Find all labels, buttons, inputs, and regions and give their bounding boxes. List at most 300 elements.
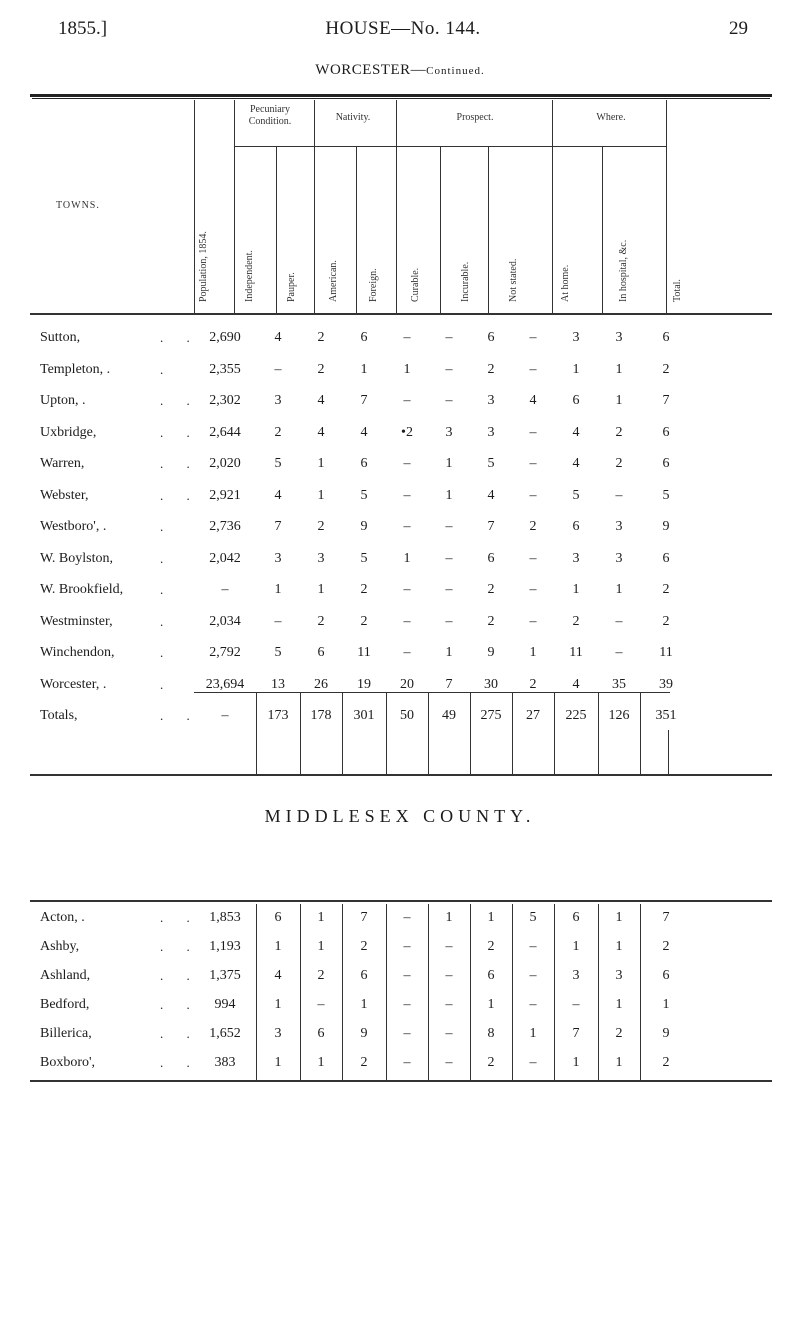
totals-divider <box>554 692 555 774</box>
at-home-cell: 3 <box>572 968 580 983</box>
table-row <box>0 1026 800 1058</box>
foreign-cell: – <box>403 1055 411 1070</box>
total-cell: 351 <box>655 708 677 723</box>
not-stated-cell: 4 <box>529 393 537 408</box>
independent-cell: 7 <box>274 519 282 534</box>
american-cell: 19 <box>357 676 371 692</box>
at-home-cell: 1 <box>572 939 580 954</box>
leader-dots: . . <box>160 393 200 408</box>
middlesex-top-rule <box>30 900 772 902</box>
american-cell: 11 <box>357 645 371 660</box>
leader-dots: . <box>160 361 174 377</box>
not-stated-cell: 2 <box>529 676 537 692</box>
middlesex-divider <box>554 904 555 1080</box>
section-title-continued: Continued. <box>426 65 485 77</box>
town-name: Ashland, <box>40 968 91 983</box>
total-column-header: Total. <box>672 279 683 302</box>
curable-column-header: Curable. <box>410 267 421 302</box>
section-title <box>0 62 800 79</box>
header-divider <box>440 146 441 313</box>
curable-cell: – <box>445 997 453 1012</box>
total-cell: 2 <box>662 361 670 377</box>
header-divider <box>602 146 603 313</box>
at-home-column-header: At home. <box>560 264 571 302</box>
pauper-cell: 2 <box>317 330 325 345</box>
town-name: Westboro', . <box>40 519 107 534</box>
independent-cell: 4 <box>274 487 282 503</box>
foreign-cell: •2 <box>401 424 413 440</box>
totals-divider <box>668 730 669 774</box>
pauper-cell: 1 <box>317 910 325 925</box>
incurable-cell: 2 <box>487 582 495 597</box>
table-row <box>0 582 800 614</box>
at-home-cell: 5 <box>572 487 580 503</box>
not-stated-cell: 2 <box>529 519 537 534</box>
town-name: Uxbridge, <box>40 424 97 440</box>
at-home-cell: 4 <box>572 676 580 692</box>
not-stated-cell: 1 <box>529 1026 537 1041</box>
totals-divider <box>640 692 641 774</box>
curable-cell: 49 <box>442 708 456 723</box>
table-row <box>0 551 800 583</box>
foreign-cell: – <box>403 939 411 954</box>
incurable-cell: 1 <box>487 910 495 925</box>
header-divider <box>356 146 357 313</box>
pauper-cell: 1 <box>317 487 325 503</box>
independent-cell: – <box>274 361 282 377</box>
pauper-cell: 2 <box>317 613 325 629</box>
middlesex-divider <box>342 904 343 1080</box>
foreign-cell: – <box>403 393 411 408</box>
incurable-cell: 7 <box>487 519 495 534</box>
incurable-cell: 9 <box>487 645 495 660</box>
not-stated-cell: – <box>529 582 537 597</box>
independent-cell: 1 <box>274 582 282 597</box>
population-cell: 1,853 <box>209 910 241 925</box>
total-cell: 2 <box>662 1055 670 1070</box>
town-name: W. Boylston, <box>40 550 113 566</box>
independent-cell: 5 <box>274 456 282 471</box>
curable-cell: 7 <box>445 676 453 692</box>
foreign-cell: – <box>403 997 411 1012</box>
curable-cell: – <box>445 582 453 597</box>
total-cell: 6 <box>662 330 670 345</box>
not-stated-column-header: Not stated. <box>508 258 519 302</box>
not-stated-cell: – <box>529 550 537 566</box>
prospect-group-header: Prospect. <box>456 112 494 123</box>
population-cell: 383 <box>214 1055 236 1070</box>
incurable-cell: 6 <box>487 968 495 983</box>
not-stated-cell: 1 <box>529 645 537 660</box>
section-title-main: WORCESTER— <box>315 62 427 78</box>
in-hospital-cell: 126 <box>608 708 630 723</box>
curable-cell: – <box>445 361 453 377</box>
population-cell: 2,644 <box>209 424 241 440</box>
population-cell: 994 <box>214 997 236 1012</box>
worcester-bottom-rule <box>30 774 772 776</box>
total-cell: 11 <box>659 645 673 660</box>
table-row <box>0 393 800 425</box>
population-cell: 2,302 <box>209 393 241 408</box>
curable-cell: 1 <box>445 487 453 503</box>
table-row <box>0 519 800 551</box>
foreign-cell: – <box>403 1026 411 1041</box>
independent-cell: 3 <box>274 1026 282 1041</box>
curable-cell: – <box>445 550 453 566</box>
independent-cell: 4 <box>274 968 282 983</box>
total-cell: 9 <box>662 1026 670 1041</box>
in-hospital-cell: 1 <box>615 361 623 377</box>
middlesex-divider <box>640 904 641 1080</box>
totals-divider <box>598 692 599 774</box>
american-cell: 2 <box>360 582 368 597</box>
leader-dots: . . <box>160 910 200 925</box>
at-home-cell: 2 <box>572 613 580 629</box>
incurable-cell: 4 <box>487 487 495 503</box>
table-top-rule-thin <box>32 98 770 99</box>
leader-dots: . . <box>160 1055 200 1070</box>
not-stated-cell: – <box>529 487 537 503</box>
american-cell: 2 <box>360 1055 368 1070</box>
total-cell: 7 <box>662 393 670 408</box>
town-name: Acton, . <box>40 910 85 925</box>
header-divider <box>552 100 553 313</box>
town-name: Templeton, . <box>40 361 111 377</box>
not-stated-cell: – <box>529 997 537 1012</box>
in-hospital-cell: 3 <box>615 550 623 566</box>
header-divider <box>666 100 667 313</box>
incurable-cell: 8 <box>487 1026 495 1041</box>
curable-cell: – <box>445 1055 453 1070</box>
table-row <box>0 997 800 1029</box>
pauper-cell: 4 <box>317 424 325 440</box>
in-hospital-cell: 3 <box>615 330 623 345</box>
pauper-cell: – <box>317 997 325 1012</box>
incurable-cell: 275 <box>480 708 502 723</box>
foreign-cell: 1 <box>403 361 411 377</box>
american-cell: 1 <box>360 997 368 1012</box>
total-cell: 6 <box>662 968 670 983</box>
incurable-cell: 6 <box>487 330 495 345</box>
american-cell: 7 <box>360 393 368 408</box>
independent-column-header: Independent. <box>244 250 255 302</box>
total-cell: 2 <box>662 939 670 954</box>
population-cell: 2,736 <box>209 519 241 534</box>
town-name: Totals, <box>40 708 78 723</box>
foreign-cell: – <box>403 613 411 629</box>
not-stated-cell: – <box>529 1055 537 1070</box>
foreign-cell: – <box>403 582 411 597</box>
pauper-cell: 26 <box>314 676 328 692</box>
american-cell: 5 <box>360 550 368 566</box>
pauper-cell: 6 <box>317 645 325 660</box>
at-home-cell: 3 <box>572 550 580 566</box>
leader-dots: . <box>160 582 174 597</box>
population-cell: 1,652 <box>209 1026 241 1041</box>
pauper-cell: 2 <box>317 361 325 377</box>
middlesex-divider <box>512 904 513 1080</box>
in-hospital-cell: – <box>615 487 623 503</box>
american-cell: 2 <box>360 939 368 954</box>
in-hospital-cell: 1 <box>615 582 623 597</box>
pauper-cell: 2 <box>317 968 325 983</box>
table-row <box>0 425 800 457</box>
population-cell: 2,690 <box>209 330 241 345</box>
leader-dots: . <box>160 613 174 629</box>
population-cell: 23,694 <box>205 676 245 692</box>
header-divider <box>276 146 277 313</box>
foreign-cell: – <box>403 645 411 660</box>
incurable-cell: 6 <box>487 550 495 566</box>
in-hospital-cell: 3 <box>615 968 623 983</box>
total-cell: 2 <box>662 582 670 597</box>
town-name: Webster, <box>40 487 89 503</box>
not-stated-cell: 27 <box>526 708 540 723</box>
town-name: Boxboro', <box>40 1055 96 1070</box>
incurable-cell: 3 <box>487 393 495 408</box>
foreign-cell: 50 <box>400 708 414 723</box>
population-cell: – <box>221 582 229 597</box>
middlesex-divider <box>300 904 301 1080</box>
middlesex-divider <box>386 904 387 1080</box>
running-header <box>58 18 748 46</box>
in-hospital-cell: 1 <box>615 393 623 408</box>
table-row <box>0 488 800 520</box>
total-cell: 7 <box>662 910 670 925</box>
totals-divider <box>300 692 301 774</box>
not-stated-cell: – <box>529 613 537 629</box>
pauper-cell: 3 <box>317 550 325 566</box>
town-name: Ashby, <box>40 939 80 954</box>
american-cell: 6 <box>360 330 368 345</box>
total-cell: 2 <box>662 613 670 629</box>
table-row <box>0 456 800 488</box>
in-hospital-cell: 3 <box>615 519 623 534</box>
header-divider <box>396 100 397 313</box>
curable-cell: – <box>445 968 453 983</box>
in-hospital-cell: – <box>615 645 623 660</box>
incurable-cell: 2 <box>487 1055 495 1070</box>
incurable-cell: 5 <box>487 456 495 471</box>
total-cell: 6 <box>662 456 670 471</box>
not-stated-cell: – <box>529 330 537 345</box>
header-page-number: 29 <box>729 18 748 39</box>
table-row <box>0 362 800 394</box>
incurable-cell: 2 <box>487 361 495 377</box>
not-stated-cell: 5 <box>529 910 537 925</box>
town-name: Westminster, <box>40 613 113 629</box>
at-home-cell: 7 <box>572 1026 580 1041</box>
american-cell: 4 <box>360 424 368 440</box>
town-name: W. Brookfield, <box>40 582 124 597</box>
total-cell: 1 <box>662 997 670 1012</box>
table-row <box>0 939 800 971</box>
at-home-cell: 1 <box>572 1055 580 1070</box>
curable-cell: – <box>445 393 453 408</box>
in-hospital-cell: 2 <box>615 456 623 471</box>
pecuniary-group-header: Pecuniary Condition. <box>248 104 292 127</box>
population-cell: 2,792 <box>209 645 241 660</box>
american-cell: 7 <box>360 910 368 925</box>
table-row <box>0 614 800 646</box>
totals-divider <box>428 692 429 774</box>
header-year: 1855.] <box>58 18 108 39</box>
incurable-cell: 30 <box>484 676 498 692</box>
incurable-cell: 2 <box>487 613 495 629</box>
leader-dots: . <box>160 550 174 566</box>
at-home-cell: 4 <box>572 456 580 471</box>
total-cell: 6 <box>662 550 670 566</box>
at-home-cell: 6 <box>572 910 580 925</box>
town-name: Billerica, <box>40 1026 92 1041</box>
foreign-cell: – <box>403 968 411 983</box>
in-hospital-cell: 1 <box>615 997 623 1012</box>
table-top-rule <box>30 94 772 97</box>
incurable-column-header: Incurable. <box>460 261 471 302</box>
independent-cell: 3 <box>274 393 282 408</box>
not-stated-cell: – <box>529 361 537 377</box>
incurable-cell: 1 <box>487 997 495 1012</box>
independent-cell: 1 <box>274 939 282 954</box>
curable-cell: – <box>445 519 453 534</box>
american-cell: 1 <box>360 361 368 377</box>
totals-divider <box>342 692 343 774</box>
curable-cell: – <box>445 613 453 629</box>
population-cell: 2,355 <box>209 361 241 377</box>
table-row <box>0 330 800 362</box>
town-name: Worcester, . <box>40 676 107 692</box>
middlesex-divider <box>428 904 429 1080</box>
population-cell: 2,921 <box>209 487 241 503</box>
table-row <box>0 645 800 677</box>
table-row <box>0 708 800 740</box>
leader-dots: . . <box>160 424 200 440</box>
pauper-cell: 6 <box>317 1026 325 1041</box>
independent-cell: 13 <box>271 676 285 692</box>
at-home-cell: 1 <box>572 361 580 377</box>
american-column-header: American. <box>328 260 339 302</box>
header-bottom-rule <box>30 313 772 315</box>
curable-cell: 1 <box>445 645 453 660</box>
leader-dots: . . <box>160 487 200 503</box>
table-row <box>0 1055 800 1087</box>
pauper-cell: 2 <box>317 519 325 534</box>
header-divider <box>314 100 315 313</box>
curable-cell: 1 <box>445 910 453 925</box>
at-home-cell: 1 <box>572 582 580 597</box>
curable-cell: – <box>445 330 453 345</box>
totals-divider <box>386 692 387 774</box>
pauper-cell: 1 <box>317 582 325 597</box>
in-hospital-cell: 35 <box>612 676 626 692</box>
pauper-cell: 1 <box>317 1055 325 1070</box>
totals-divider <box>256 692 257 774</box>
leader-dots: . . <box>160 1026 200 1041</box>
in-hospital-cell: 2 <box>615 424 623 440</box>
at-home-cell: 11 <box>569 645 583 660</box>
total-cell: 6 <box>662 424 670 440</box>
totals-divider <box>470 692 471 774</box>
town-name: Winchendon, <box>40 645 115 660</box>
foreign-cell: – <box>403 330 411 345</box>
town-name: Sutton, <box>40 330 81 345</box>
not-stated-cell: – <box>529 424 537 440</box>
table-row <box>0 910 800 942</box>
town-name: Bedford, <box>40 997 90 1012</box>
curable-cell: – <box>445 1026 453 1041</box>
population-cell: 1,193 <box>209 939 241 954</box>
curable-cell: 1 <box>445 456 453 471</box>
leader-dots: . <box>160 519 174 534</box>
curable-cell: 3 <box>445 424 453 440</box>
at-home-cell: 4 <box>572 424 580 440</box>
independent-cell: 3 <box>274 550 282 566</box>
foreign-cell: – <box>403 910 411 925</box>
population-cell: – <box>221 708 229 723</box>
independent-cell: 6 <box>274 910 282 925</box>
in-hospital-column-header: In hospital, &c. <box>618 239 629 302</box>
not-stated-cell: – <box>529 939 537 954</box>
curable-cell: – <box>445 939 453 954</box>
population-cell: 2,034 <box>209 613 241 629</box>
table-row <box>0 968 800 1000</box>
leader-dots: . . <box>160 968 200 983</box>
total-cell: 39 <box>659 676 673 692</box>
pauper-cell: 1 <box>317 456 325 471</box>
town-name: Upton, . <box>40 393 86 408</box>
independent-cell: 1 <box>274 1055 282 1070</box>
middlesex-divider <box>470 904 471 1080</box>
not-stated-cell: – <box>529 456 537 471</box>
leader-dots: . <box>160 676 174 692</box>
american-cell: 301 <box>353 708 375 723</box>
independent-cell: 1 <box>274 997 282 1012</box>
independent-cell: 2 <box>274 424 282 440</box>
foreign-column-header: Foreign. <box>368 268 379 302</box>
population-cell: 2,020 <box>209 456 241 471</box>
middlesex-divider <box>598 904 599 1080</box>
at-home-cell: 6 <box>572 519 580 534</box>
foreign-cell: – <box>403 487 411 503</box>
foreign-cell: – <box>403 519 411 534</box>
foreign-cell: 20 <box>400 676 414 692</box>
leader-dots: . . <box>160 456 200 471</box>
pauper-cell: 4 <box>317 393 325 408</box>
at-home-cell: – <box>572 997 580 1012</box>
independent-cell: 173 <box>267 708 289 723</box>
foreign-cell: 1 <box>403 550 411 566</box>
header-divider <box>194 100 195 313</box>
pauper-column-header: Pauper. <box>286 272 297 302</box>
town-name: Warren, <box>40 456 85 471</box>
leader-dots: . . <box>160 708 200 723</box>
pauper-cell: 1 <box>317 939 325 954</box>
leader-dots: . . <box>160 997 200 1012</box>
pauper-cell: 178 <box>310 708 332 723</box>
at-home-cell: 3 <box>572 330 580 345</box>
in-hospital-cell: 1 <box>615 1055 623 1070</box>
leader-dots: . <box>160 645 174 660</box>
incurable-cell: 2 <box>487 939 495 954</box>
american-cell: 9 <box>360 519 368 534</box>
american-cell: 6 <box>360 456 368 471</box>
independent-cell: 5 <box>274 645 282 660</box>
at-home-cell: 6 <box>572 393 580 408</box>
independent-cell: 4 <box>274 330 282 345</box>
total-cell: 5 <box>662 487 670 503</box>
leader-dots: . . <box>160 939 200 954</box>
in-hospital-cell: 1 <box>615 910 623 925</box>
